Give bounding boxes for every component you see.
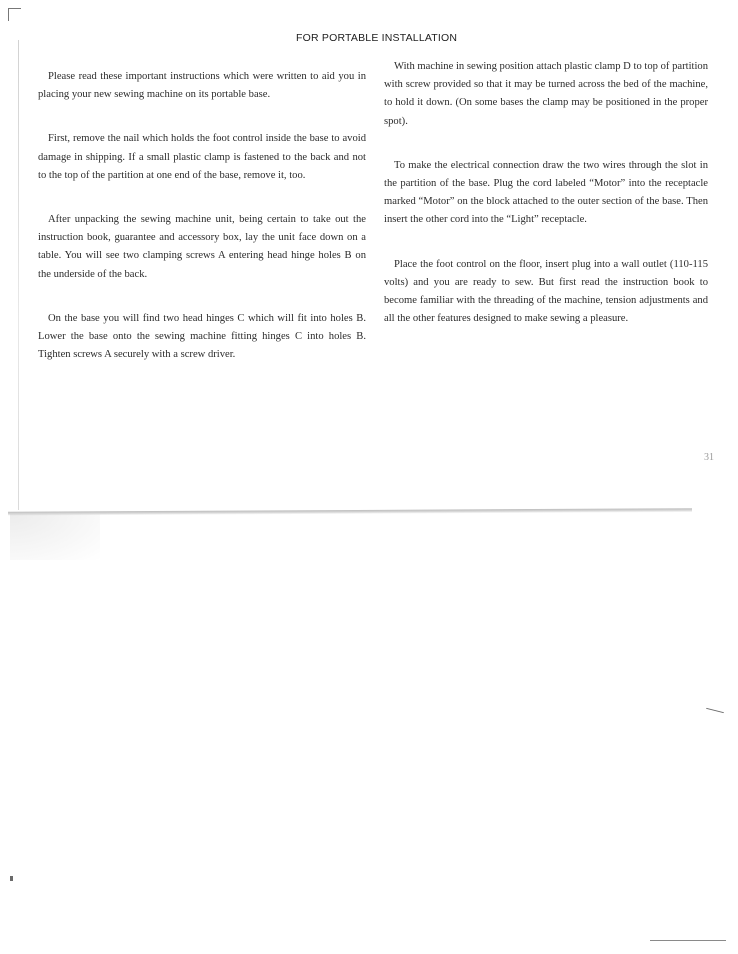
paragraph-unpacking: After unpacking the sewing machine unit, being certain to take out the instruction book, guarantee and accessory box, lay the unit face down on a table. You will see two clamping screws A entering head hinge holes B on the underside of the back. xyxy=(38,214,366,280)
right-column xyxy=(384,58,708,354)
scan-dash xyxy=(706,708,724,713)
fold-shadow xyxy=(10,514,100,560)
left-column xyxy=(38,68,366,390)
page-edge-line xyxy=(18,40,19,510)
paragraph-remove-nail: First, remove the nail which holds the foot control inside the base to avoid damage in shipping. If a small plastic clamp is fastened to the back and not to the top of the partition at one end of the base, remove it, too. xyxy=(38,133,366,181)
page-heading: FOR PORTABLE INSTALLATION xyxy=(296,32,458,44)
paragraph-foot-control: Place the foot control on the floor, insert plug into a wall outlet (110-115 volts) and you are ready to sew. But first read the instruction book to become familiar with the threading of the machine, tension adjustments and all the other features designed to make sewing a pleasure. xyxy=(384,258,708,325)
scan-speck xyxy=(10,876,13,881)
scan-corner-mark xyxy=(8,8,21,21)
paragraph-intro: Please read these important instructions which were written to aid you in placing your new sewing machine on its portable base. xyxy=(38,71,366,101)
page-number: 31 xyxy=(704,452,714,463)
scan-bottom-rule xyxy=(650,940,726,941)
page-fold-line xyxy=(8,508,692,516)
paragraph-hinges: On the base you will find two head hinges C which will fit into holes B. Lower the base onto the sewing machine fitting hinges C into holes B. Tighten screws A securely with a screw driver. xyxy=(38,312,366,361)
paragraph-clamp: With machine in sewing position attach plastic clamp D to top of partition with screw provided so that it may be turned across the bed of the machine, to hold it down. (On some bases the clamp may be positioned in the proper spot). xyxy=(384,61,708,127)
paragraph-electrical: To make the electrical connection draw the two wires through the slot in the partition of the base. Plug the cord labeled “Motor” into the receptacle marked “Motor” on the block attached to the outer section of the base. Then insert the other cord into the “Light” receptacle. xyxy=(384,159,708,226)
